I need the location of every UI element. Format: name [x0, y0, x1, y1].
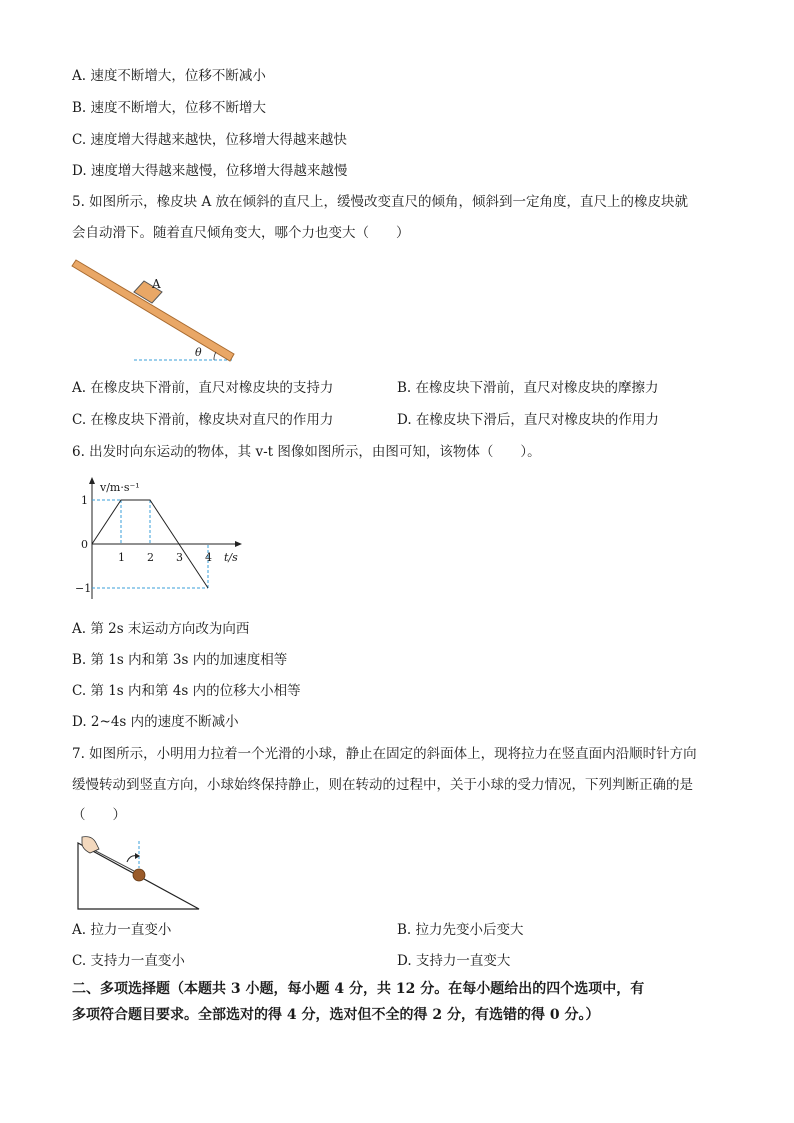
q5-angle-arc — [214, 352, 216, 360]
q5-stem-line2: 会自动滑下。随着直尺倾角变大，哪个力也变大（ ） — [72, 225, 410, 241]
q6-y-axis-arrow — [89, 477, 95, 484]
q6-option-c: C. 第 1s 内和第 4s 内的位移大小相等 — [72, 683, 301, 699]
q6-x-tick-3: 3 — [176, 551, 183, 564]
q6-y-tick-2: −1 — [75, 582, 92, 595]
q7-stem-line3: （ ） — [72, 807, 126, 823]
q5-angle-label: θ — [195, 346, 202, 359]
q5-ruler — [72, 260, 234, 361]
q6-x-tick-4: 4 — [205, 551, 212, 564]
q7-option-d: D. 支持力一直变大 — [397, 953, 511, 969]
q6-option-b: B. 第 1s 内和第 3s 内的加速度相等 — [72, 652, 288, 668]
q5-block-label: A — [152, 277, 161, 291]
q6-y-tick-0: 1 — [81, 494, 88, 507]
q6-y-axis-label: v/m·s⁻¹ — [100, 481, 140, 494]
q7-stem-line2: 缓慢转动到竖直方向，小球始终保持静止，则在转动的过程中，关于小球的受力情况，下列判断正确的是 — [72, 777, 693, 793]
q7-ball — [133, 869, 145, 881]
q5-option-c: C. 在橡皮块下滑前，橡皮块对直尺的作用力 — [72, 412, 334, 428]
q4-option-c: C. 速度增大得越来越快，位移增大得越来越快 — [72, 132, 347, 148]
q5-incline-figure — [68, 258, 248, 368]
q7-stem-line1: 7. 如图所示，小明用力拉着一个光滑的小球，静止在固定的斜面体上，现将拉力在竖直面内沿顺时针方向 — [72, 746, 697, 762]
q6-y-tick-1: 0 — [81, 538, 88, 551]
q6-option-a: A. 第 2s 末运动方向改为向西 — [72, 621, 250, 637]
section2-heading-line2: 多项符合题目要求。全部选对的得 4 分，选对但不全的得 2 分，有选错的得 0 分。） — [72, 1007, 600, 1023]
q6-x-axis-label: t/s — [224, 551, 238, 564]
q5-option-b: B. 在橡皮块下滑前，直尺对橡皮块的摩擦力 — [397, 380, 659, 396]
section2-heading-line1: 二、多项选择题（本题共 3 小题，每小题 4 分，共 12 分。在每小题给出的四个选项中，有 — [72, 981, 645, 997]
q5-option-d: D. 在橡皮块下滑后，直尺对橡皮块的作用力 — [397, 412, 659, 428]
q7-option-b: B. 拉力先变小后变大 — [397, 922, 524, 938]
q7-slope-figure — [74, 835, 214, 915]
q6-x-axis-arrow — [235, 541, 242, 547]
q6-x-tick-1: 1 — [118, 551, 125, 564]
q5-option-a: A. 在橡皮块下滑前，直尺对橡皮块的支持力 — [72, 380, 334, 396]
q4-option-b: B. 速度不断增大，位移不断增大 — [72, 100, 267, 116]
q6-stem: 6. 出发时向东运动的物体，其 v-t 图像如图所示，由图可知，该物体（ ）。 — [72, 444, 541, 460]
q4-option-d: D. 速度增大得越来越慢，位移增大得越来越慢 — [72, 163, 348, 179]
q6-option-d: D. 2~4s 内的速度不断减小 — [72, 714, 239, 730]
q4-option-a: A. 速度不断增大，位移不断减小 — [72, 68, 266, 84]
q7-option-c: C. 支持力一直变小 — [72, 953, 185, 969]
q5-stem-line1: 5. 如图所示，橡皮块 A 放在倾斜的直尺上，缓慢改变直尺的倾角，倾斜到一定角度，直尺上的橡皮块就 — [72, 194, 689, 210]
q7-option-a: A. 拉力一直变小 — [72, 922, 172, 938]
q6-x-tick-2: 2 — [147, 551, 154, 564]
q6-vt-chart — [72, 475, 252, 605]
q7-hand — [82, 837, 99, 853]
